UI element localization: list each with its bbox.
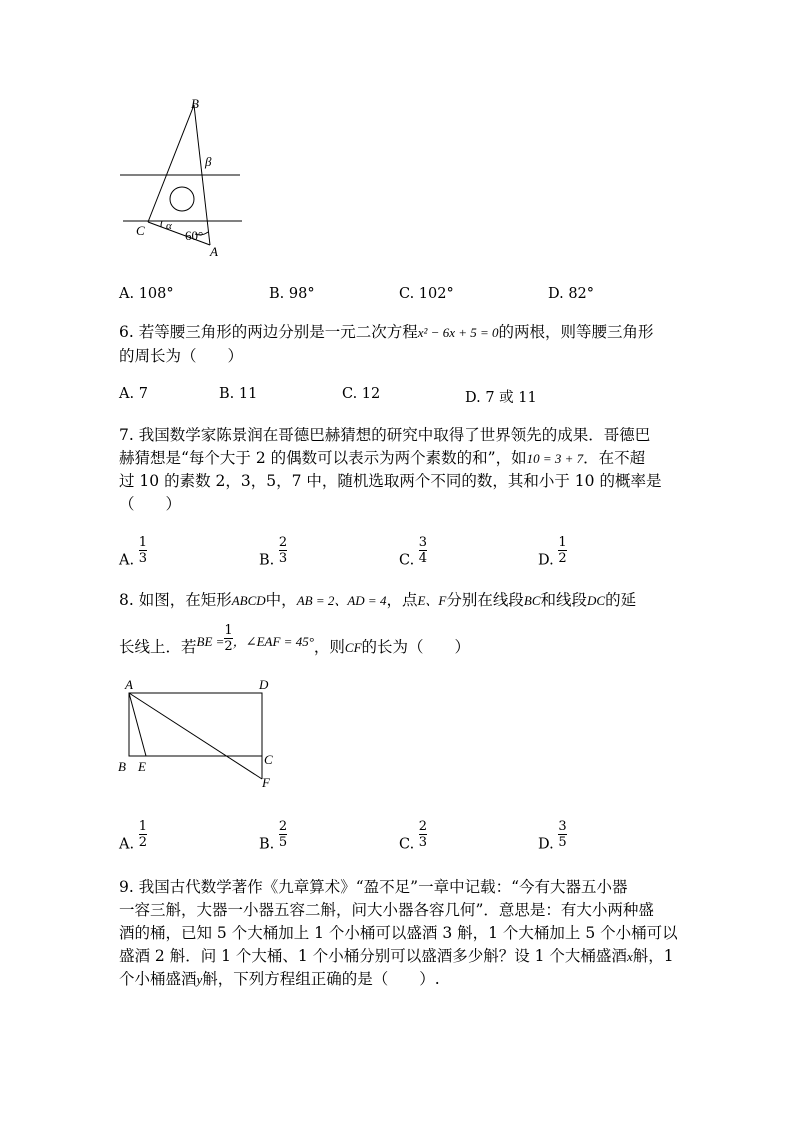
q6-option-a[interactable]: A. 7: [119, 386, 148, 402]
label-d: D: [259, 677, 269, 692]
label-60-degrees: 60°: [185, 228, 204, 243]
label-b: B: [118, 759, 126, 774]
q7-option-c-fraction: $\frac{3}{4}$: [418, 535, 428, 566]
label-a: A: [210, 244, 218, 259]
q7-line-1: 7. 我国数学家陈景润在哥德巴赫猜想的研究中取得了世界领先的成果．哥德巴: [119, 426, 651, 444]
q9-line-5: 个小桶盛酒y斛，下列方程组正确的是（ ）.: [119, 970, 440, 988]
alpha-arc: [161, 221, 162, 227]
q8-option-d[interactable]: D. $\frac{3}{5}$: [538, 819, 567, 853]
label-c: C: [264, 752, 273, 767]
label-e: E: [138, 759, 146, 774]
label-beta: β: [205, 154, 212, 169]
q8-option-a[interactable]: A. $\frac{1}{2}$: [119, 819, 147, 853]
q9-line-2: 一容三斛，大器一小器五容二斛，问大小器各容几何”．意思是：有大小两种盛: [119, 901, 654, 919]
label-alpha: α: [166, 220, 172, 232]
segment-af: [129, 693, 262, 779]
q5-option-c[interactable]: C. 102°: [399, 286, 454, 302]
q7-option-d[interactable]: D. $\frac{1}{2}$: [538, 535, 567, 569]
circle-shape: [170, 187, 194, 211]
q8-line-2: 长线上．若$^{BE =}$ $\frac{1}{2}$ $^{,\angle EAF = 45^\circ}$，则CF的长为（ ）: [119, 623, 471, 656]
q9-line-3: 酒的桶，已知 5 个大桶加上 1 个小桶可以盛酒 3 斛，1 个大桶加上 5 个小桶可以: [119, 924, 678, 942]
q8-option-b-fraction: $\frac{2}{5}$: [278, 819, 288, 850]
q8-option-d-fraction: $\frac{3}{5}$: [558, 819, 567, 850]
q7-option-b[interactable]: B. $\frac{2}{3}$: [259, 535, 288, 569]
q8-given-lengths: AB = 2、AD = 4: [296, 593, 387, 608]
q5-option-b[interactable]: B. 98°: [269, 286, 315, 302]
q7-line-4: （ ）: [119, 495, 182, 513]
triangle-parallel-lines-figure: [115, 95, 275, 265]
q6-equation: x² − 6x + 5 = 0: [417, 325, 499, 340]
q7-option-d-fraction: $\frac{1}{2}$: [558, 535, 567, 566]
q7-line-2: 赫猜想是“每个大于 2 的偶数可以表示为两个素数的和”，如10 = 3 + 7．在不超: [119, 449, 646, 467]
q7-option-a[interactable]: A. $\frac{1}{3}$: [119, 535, 147, 569]
q7-line-3: 过 10 的素数 2，3，5，7 中，随机选取两个不同的数，其和小于 10 的概率是: [119, 472, 662, 490]
q6-line-1: 6. 若等腰三角形的两边分别是一元二次方程x² − 6x + 5 = 0的两根，则等腰三角形: [119, 323, 654, 341]
rectangle-abcd: [129, 693, 262, 756]
q8-line-1: 8. 如图，在矩形ABCD中，AB = 2、AD = 4，点E、F分别在线段BC和线段DC的延: [119, 591, 637, 609]
q7-option-a-fraction: $\frac{1}{3}$: [138, 535, 147, 566]
q8-option-c-fraction: $\frac{2}{3}$: [418, 819, 428, 850]
q7-example-equation: 10 = 3 + 7: [526, 451, 584, 466]
label-c: C: [136, 223, 145, 238]
rectangle-figure: [115, 674, 285, 792]
q7-option-c[interactable]: C. $\frac{3}{4}$: [399, 535, 428, 569]
q7-option-b-fraction: $\frac{2}{3}$: [278, 535, 288, 566]
label-a: A: [125, 677, 133, 692]
label-b: B: [191, 96, 199, 111]
q8-option-a-fraction: $\frac{1}{2}$: [138, 819, 147, 850]
q5-option-a[interactable]: A. 108°: [119, 286, 174, 302]
q8-be-fraction: $\frac{1}{2}$: [224, 623, 233, 654]
q8-option-b[interactable]: B. $\frac{2}{5}$: [259, 819, 288, 853]
label-f: F: [262, 775, 270, 790]
q8-option-c[interactable]: C. $\frac{2}{3}$: [399, 819, 428, 853]
q6-option-b[interactable]: B. 11: [219, 386, 258, 402]
q6-option-c[interactable]: C. 12: [342, 386, 381, 402]
q6-option-d[interactable]: D. 7 或 11: [465, 390, 537, 406]
q6-line-2: 的周长为（ ）: [119, 347, 244, 365]
q9-line-1: 9. 我国古代数学著作《九章算术》“盈不足”一章中记载：“今有大器五小器: [119, 878, 628, 896]
q5-option-d[interactable]: D. 82°: [548, 286, 595, 302]
q9-line-4: 盛酒 2 斛．问 1 个大桶、1 个小桶分别可以盛酒多少斛？设 1 个大桶盛酒x斛，1: [119, 947, 674, 965]
